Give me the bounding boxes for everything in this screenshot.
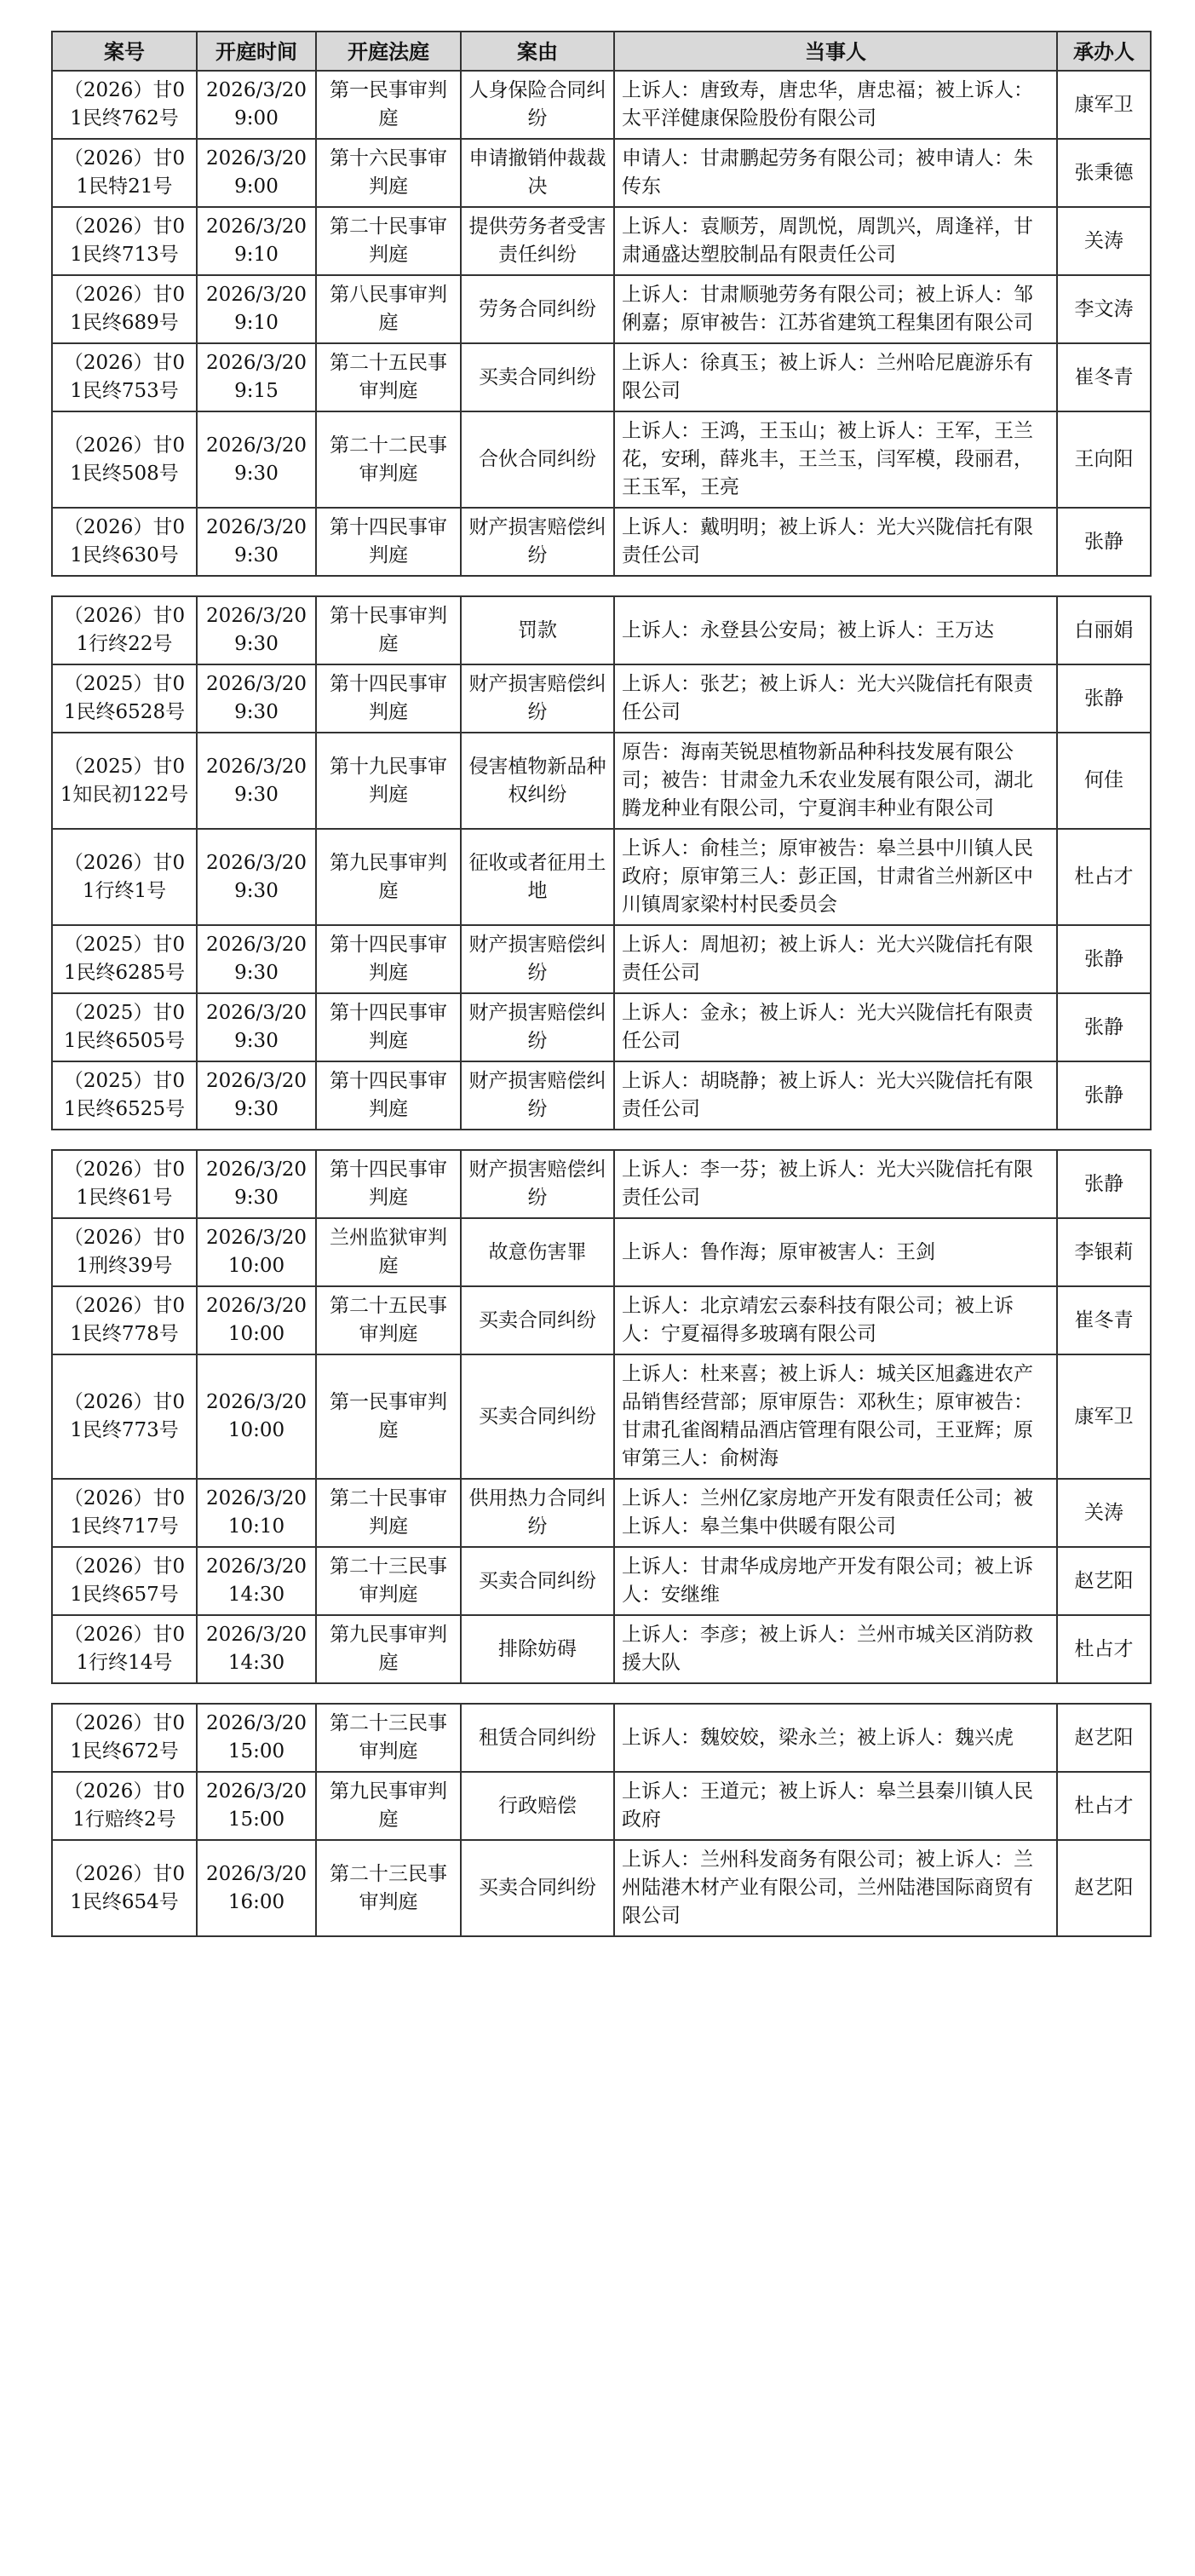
judge-cell: 崔冬青 <box>1057 1286 1151 1354</box>
table-row <box>52 411 1151 508</box>
case-number-cell: （2025）甘01民终6525号 <box>52 1061 197 1130</box>
courtroom-cell: 第八民事审判庭 <box>316 275 461 343</box>
table-row <box>52 1840 1151 1936</box>
courtroom-cell: 第十四民事审判庭 <box>316 1150 461 1218</box>
case-number-cell: （2026）甘01民终778号 <box>52 1286 197 1354</box>
judge-cell: 崔冬青 <box>1057 343 1151 411</box>
courtroom-cell: 第九民事审判庭 <box>316 1772 461 1840</box>
case-cause-cell: 供用热力合同纠纷 <box>461 1479 614 1547</box>
case-number-cell: （2026）甘01民终630号 <box>52 508 197 576</box>
case-cause-cell: 财产损害赔偿纠纷 <box>461 925 614 993</box>
judge-cell: 杜占才 <box>1057 1772 1151 1840</box>
hearing-time-cell: 2026/3/20 15:00 <box>197 1772 316 1840</box>
case-cause-cell: 提供劳务者受害责任纠纷 <box>461 207 614 275</box>
case-cause-cell: 侵害植物新品种权纠纷 <box>461 733 614 829</box>
table-row <box>52 1286 1151 1354</box>
hearing-time-cell: 2026/3/20 9:10 <box>197 275 316 343</box>
case-cause-cell: 租赁合同纠纷 <box>461 1704 614 1772</box>
table-row <box>52 1218 1151 1286</box>
table-row <box>52 71 1151 139</box>
judge-cell: 杜占才 <box>1057 829 1151 925</box>
courtroom-cell: 兰州监狱审判庭 <box>316 1218 461 1286</box>
case-number-cell: （2026）甘01民终61号 <box>52 1150 197 1218</box>
hearing-time-cell: 2026/3/20 10:10 <box>197 1479 316 1547</box>
case-number-cell: （2026）甘01行终1号 <box>52 829 197 925</box>
parties-cell: 上诉人：李彦；被上诉人：兰州市城关区消防救援大队 <box>614 1615 1057 1683</box>
case-cause-cell: 故意伤害罪 <box>461 1218 614 1286</box>
case-cause-cell: 劳务合同纠纷 <box>461 275 614 343</box>
case-cause-cell: 财产损害赔偿纠纷 <box>461 664 614 733</box>
courtroom-cell: 第一民事审判庭 <box>316 1354 461 1479</box>
parties-cell: 上诉人：袁顺芳，周凯悦，周凯兴，周逢祥，甘肃通盛达塑胶制品有限责任公司 <box>614 207 1057 275</box>
judge-cell: 赵艺阳 <box>1057 1840 1151 1936</box>
header-court: 开庭法庭 <box>316 32 461 71</box>
judge-cell: 关涛 <box>1057 207 1151 275</box>
case-cause-cell: 征收或者征用土地 <box>461 829 614 925</box>
judge-cell: 张静 <box>1057 925 1151 993</box>
judge-cell: 康军卫 <box>1057 1354 1151 1479</box>
table-row <box>52 1615 1151 1683</box>
courtroom-cell: 第十四民事审判庭 <box>316 993 461 1061</box>
table-row <box>52 1150 1151 1218</box>
hearing-time-cell: 2026/3/20 9:30 <box>197 508 316 576</box>
group-separator-cell <box>52 576 1151 596</box>
table-row <box>52 1704 1151 1772</box>
case-cause-cell: 人身保险合同纠纷 <box>461 71 614 139</box>
table-row <box>52 1547 1151 1615</box>
table-row <box>52 664 1151 733</box>
hearing-time-cell: 2026/3/20 9:30 <box>197 829 316 925</box>
parties-cell: 上诉人：俞桂兰；原审被告：皋兰县中川镇人民政府；原审第三人：彭正国，甘肃省兰州新区中川镇周家梁村村民委员会 <box>614 829 1057 925</box>
courtroom-cell: 第二十五民事审判庭 <box>316 1286 461 1354</box>
hearing-time-cell: 2026/3/20 9:30 <box>197 733 316 829</box>
hearing-table <box>51 31 1152 1937</box>
judge-cell: 王向阳 <box>1057 411 1151 508</box>
table-row <box>52 993 1151 1061</box>
case-number-cell: （2026）甘01行终22号 <box>52 596 197 664</box>
parties-cell: 上诉人：王鸿，王玉山；被上诉人：王军，王兰花，安琍，薛兆丰，王兰玉，闫军模，段丽君，王玉军，王亮 <box>614 411 1057 508</box>
case-cause-cell: 财产损害赔偿纠纷 <box>461 1061 614 1130</box>
case-number-cell: （2026）甘01刑终39号 <box>52 1218 197 1286</box>
group-separator-cell <box>52 1130 1151 1150</box>
case-number-cell: （2026）甘01民终689号 <box>52 275 197 343</box>
case-cause-cell: 申请撤销仲裁裁决 <box>461 139 614 207</box>
parties-cell: 上诉人：甘肃顺驰劳务有限公司；被上诉人：邹俐嘉；原审被告：江苏省建筑工程集团有限公司 <box>614 275 1057 343</box>
courtroom-cell: 第十四民事审判庭 <box>316 664 461 733</box>
case-number-cell: （2026）甘01民终657号 <box>52 1547 197 1615</box>
courtroom-cell: 第十九民事审判庭 <box>316 733 461 829</box>
courtroom-cell: 第二十三民事审判庭 <box>316 1704 461 1772</box>
parties-cell: 上诉人：兰州科发商务有限公司；被上诉人：兰州陆港木材产业有限公司，兰州陆港国际商贸有限公司 <box>614 1840 1057 1936</box>
case-number-cell: （2026）甘01民终717号 <box>52 1479 197 1547</box>
parties-cell: 上诉人：魏姣姣，梁永兰；被上诉人：魏兴虎 <box>614 1704 1057 1772</box>
group-separator-cell <box>52 1683 1151 1704</box>
courtroom-cell: 第九民事审判庭 <box>316 1615 461 1683</box>
case-cause-cell: 行政赔偿 <box>461 1772 614 1840</box>
case-cause-cell: 财产损害赔偿纠纷 <box>461 993 614 1061</box>
parties-cell: 上诉人：金永；被上诉人：光大兴陇信托有限责任公司 <box>614 993 1057 1061</box>
judge-cell: 张静 <box>1057 508 1151 576</box>
table-row <box>52 925 1151 993</box>
case-number-cell: （2026）甘01行赔终2号 <box>52 1772 197 1840</box>
group-separator <box>52 1130 1151 1150</box>
judge-cell: 赵艺阳 <box>1057 1547 1151 1615</box>
courtroom-cell: 第十民事审判庭 <box>316 596 461 664</box>
judge-cell: 康军卫 <box>1057 71 1151 139</box>
case-number-cell: （2026）甘01民终762号 <box>52 71 197 139</box>
courtroom-cell: 第二十民事审判庭 <box>316 207 461 275</box>
hearing-time-cell: 2026/3/20 9:00 <box>197 139 316 207</box>
courtroom-cell: 第二十二民事审判庭 <box>316 411 461 508</box>
parties-cell: 上诉人：张艺；被上诉人：光大兴陇信托有限责任公司 <box>614 664 1057 733</box>
parties-cell: 上诉人：周旭初；被上诉人：光大兴陇信托有限责任公司 <box>614 925 1057 993</box>
group-separator <box>52 1683 1151 1704</box>
case-cause-cell: 买卖合同纠纷 <box>461 1840 614 1936</box>
table-row <box>52 1354 1151 1479</box>
parties-cell: 上诉人：鲁作海；原审被害人：王剑 <box>614 1218 1057 1286</box>
judge-cell: 李银莉 <box>1057 1218 1151 1286</box>
parties-cell: 上诉人：戴明明；被上诉人：光大兴陇信托有限责任公司 <box>614 508 1057 576</box>
case-cause-cell: 买卖合同纠纷 <box>461 1286 614 1354</box>
hearing-time-cell: 2026/3/20 14:30 <box>197 1547 316 1615</box>
courtroom-cell: 第十四民事审判庭 <box>316 1061 461 1130</box>
case-cause-cell: 买卖合同纠纷 <box>461 343 614 411</box>
courtroom-cell: 第十四民事审判庭 <box>316 508 461 576</box>
table-row <box>52 1061 1151 1130</box>
courtroom-cell: 第二十五民事审判庭 <box>316 343 461 411</box>
table-row <box>52 733 1151 829</box>
hearing-time-cell: 2026/3/20 9:10 <box>197 207 316 275</box>
case-cause-cell: 合伙合同纠纷 <box>461 411 614 508</box>
courtroom-cell: 第十六民事审判庭 <box>316 139 461 207</box>
judge-cell: 何佳 <box>1057 733 1151 829</box>
table-row <box>52 508 1151 576</box>
header-row <box>52 32 1151 71</box>
hearing-time-cell: 2026/3/20 15:00 <box>197 1704 316 1772</box>
case-number-cell: （2025）甘01民终6528号 <box>52 664 197 733</box>
hearing-time-cell: 2026/3/20 9:30 <box>197 596 316 664</box>
header-time: 开庭时间 <box>197 32 316 71</box>
hearing-time-cell: 2026/3/20 9:15 <box>197 343 316 411</box>
hearing-time-cell: 2026/3/20 14:30 <box>197 1615 316 1683</box>
group-separator <box>52 576 1151 596</box>
header-case-no: 案号 <box>52 32 197 71</box>
table-row <box>52 343 1151 411</box>
case-number-cell: （2025）甘01知民初122号 <box>52 733 197 829</box>
parties-cell: 上诉人：徐真玉；被上诉人：兰州哈尼鹿游乐有限公司 <box>614 343 1057 411</box>
header-cause: 案由 <box>461 32 614 71</box>
judge-cell: 白丽娟 <box>1057 596 1151 664</box>
hearing-time-cell: 2026/3/20 10:00 <box>197 1286 316 1354</box>
judge-cell: 杜占才 <box>1057 1615 1151 1683</box>
parties-cell: 上诉人：王道元；被上诉人：皋兰县秦川镇人民政府 <box>614 1772 1057 1840</box>
parties-cell: 上诉人：甘肃华成房地产开发有限公司；被上诉人：安继维 <box>614 1547 1057 1615</box>
courtroom-cell: 第二十三民事审判庭 <box>316 1547 461 1615</box>
parties-cell: 上诉人：李一芬；被上诉人：光大兴陇信托有限责任公司 <box>614 1150 1057 1218</box>
hearing-schedule <box>51 31 1150 1937</box>
parties-cell: 申请人：甘肃鹏起劳务有限公司；被申请人：朱传东 <box>614 139 1057 207</box>
judge-cell: 李文涛 <box>1057 275 1151 343</box>
header-judge: 承办人 <box>1057 32 1151 71</box>
judge-cell: 张静 <box>1057 664 1151 733</box>
hearing-time-cell: 2026/3/20 9:30 <box>197 411 316 508</box>
hearing-time-cell: 2026/3/20 9:30 <box>197 1061 316 1130</box>
case-cause-cell: 财产损害赔偿纠纷 <box>461 1150 614 1218</box>
table-row <box>52 207 1151 275</box>
case-cause-cell: 买卖合同纠纷 <box>461 1547 614 1615</box>
table-row <box>52 139 1151 207</box>
courtroom-cell: 第二十民事审判庭 <box>316 1479 461 1547</box>
courtroom-cell: 第十四民事审判庭 <box>316 925 461 993</box>
judge-cell: 赵艺阳 <box>1057 1704 1151 1772</box>
parties-cell: 上诉人：唐致寿，唐忠华，唐忠福；被上诉人：太平洋健康保险股份有限公司 <box>614 71 1057 139</box>
judge-cell: 关涛 <box>1057 1479 1151 1547</box>
case-number-cell: （2025）甘01民终6505号 <box>52 993 197 1061</box>
table-row <box>52 1772 1151 1840</box>
table-body <box>52 71 1151 1936</box>
table-row <box>52 596 1151 664</box>
hearing-time-cell: 2026/3/20 10:00 <box>197 1218 316 1286</box>
header-parties: 当事人 <box>614 32 1057 71</box>
case-number-cell: （2025）甘01民终6285号 <box>52 925 197 993</box>
hearing-time-cell: 2026/3/20 10:00 <box>197 1354 316 1479</box>
courtroom-cell: 第九民事审判庭 <box>316 829 461 925</box>
case-cause-cell: 买卖合同纠纷 <box>461 1354 614 1479</box>
parties-cell: 上诉人：胡晓静；被上诉人：光大兴陇信托有限责任公司 <box>614 1061 1057 1130</box>
parties-cell: 上诉人：杜来喜；被上诉人：城关区旭鑫进农产品销售经营部；原审原告：邓秋生；原审被告：甘肃孔雀阁精品酒店管理有限公司，王亚辉；原审第三人：俞树海 <box>614 1354 1057 1479</box>
case-cause-cell: 财产损害赔偿纠纷 <box>461 508 614 576</box>
parties-cell: 上诉人：兰州亿家房地产开发有限责任公司；被上诉人：皋兰集中供暖有限公司 <box>614 1479 1057 1547</box>
hearing-time-cell: 2026/3/20 9:30 <box>197 664 316 733</box>
case-number-cell: （2026）甘01民终753号 <box>52 343 197 411</box>
hearing-time-cell: 2026/3/20 9:30 <box>197 993 316 1061</box>
table-row <box>52 829 1151 925</box>
table-row <box>52 275 1151 343</box>
hearing-time-cell: 2026/3/20 9:30 <box>197 1150 316 1218</box>
parties-cell: 原告：海南芙锐思植物新品种科技发展有限公司；被告：甘肃金九禾农业发展有限公司，湖北腾龙种业有限公司，宁夏润丰种业有限公司 <box>614 733 1057 829</box>
case-cause-cell: 罚款 <box>461 596 614 664</box>
hearing-time-cell: 2026/3/20 16:00 <box>197 1840 316 1936</box>
judge-cell: 张静 <box>1057 993 1151 1061</box>
courtroom-cell: 第二十三民事审判庭 <box>316 1840 461 1936</box>
judge-cell: 张静 <box>1057 1061 1151 1130</box>
parties-cell: 上诉人：永登县公安局；被上诉人：王万达 <box>614 596 1057 664</box>
hearing-time-cell: 2026/3/20 9:00 <box>197 71 316 139</box>
case-number-cell: （2026）甘01行终14号 <box>52 1615 197 1683</box>
case-number-cell: （2026）甘01民终654号 <box>52 1840 197 1936</box>
judge-cell: 张秉德 <box>1057 139 1151 207</box>
case-number-cell: （2026）甘01民终508号 <box>52 411 197 508</box>
table-row <box>52 1479 1151 1547</box>
case-number-cell: （2026）甘01民终713号 <box>52 207 197 275</box>
parties-cell: 上诉人：北京靖宏云泰科技有限公司；被上诉人：宁夏福得多玻璃有限公司 <box>614 1286 1057 1354</box>
judge-cell: 张静 <box>1057 1150 1151 1218</box>
courtroom-cell: 第一民事审判庭 <box>316 71 461 139</box>
case-cause-cell: 排除妨碍 <box>461 1615 614 1683</box>
case-number-cell: （2026）甘01民终773号 <box>52 1354 197 1479</box>
case-number-cell: （2026）甘01民终672号 <box>52 1704 197 1772</box>
hearing-time-cell: 2026/3/20 9:30 <box>197 925 316 993</box>
case-number-cell: （2026）甘01民特21号 <box>52 139 197 207</box>
